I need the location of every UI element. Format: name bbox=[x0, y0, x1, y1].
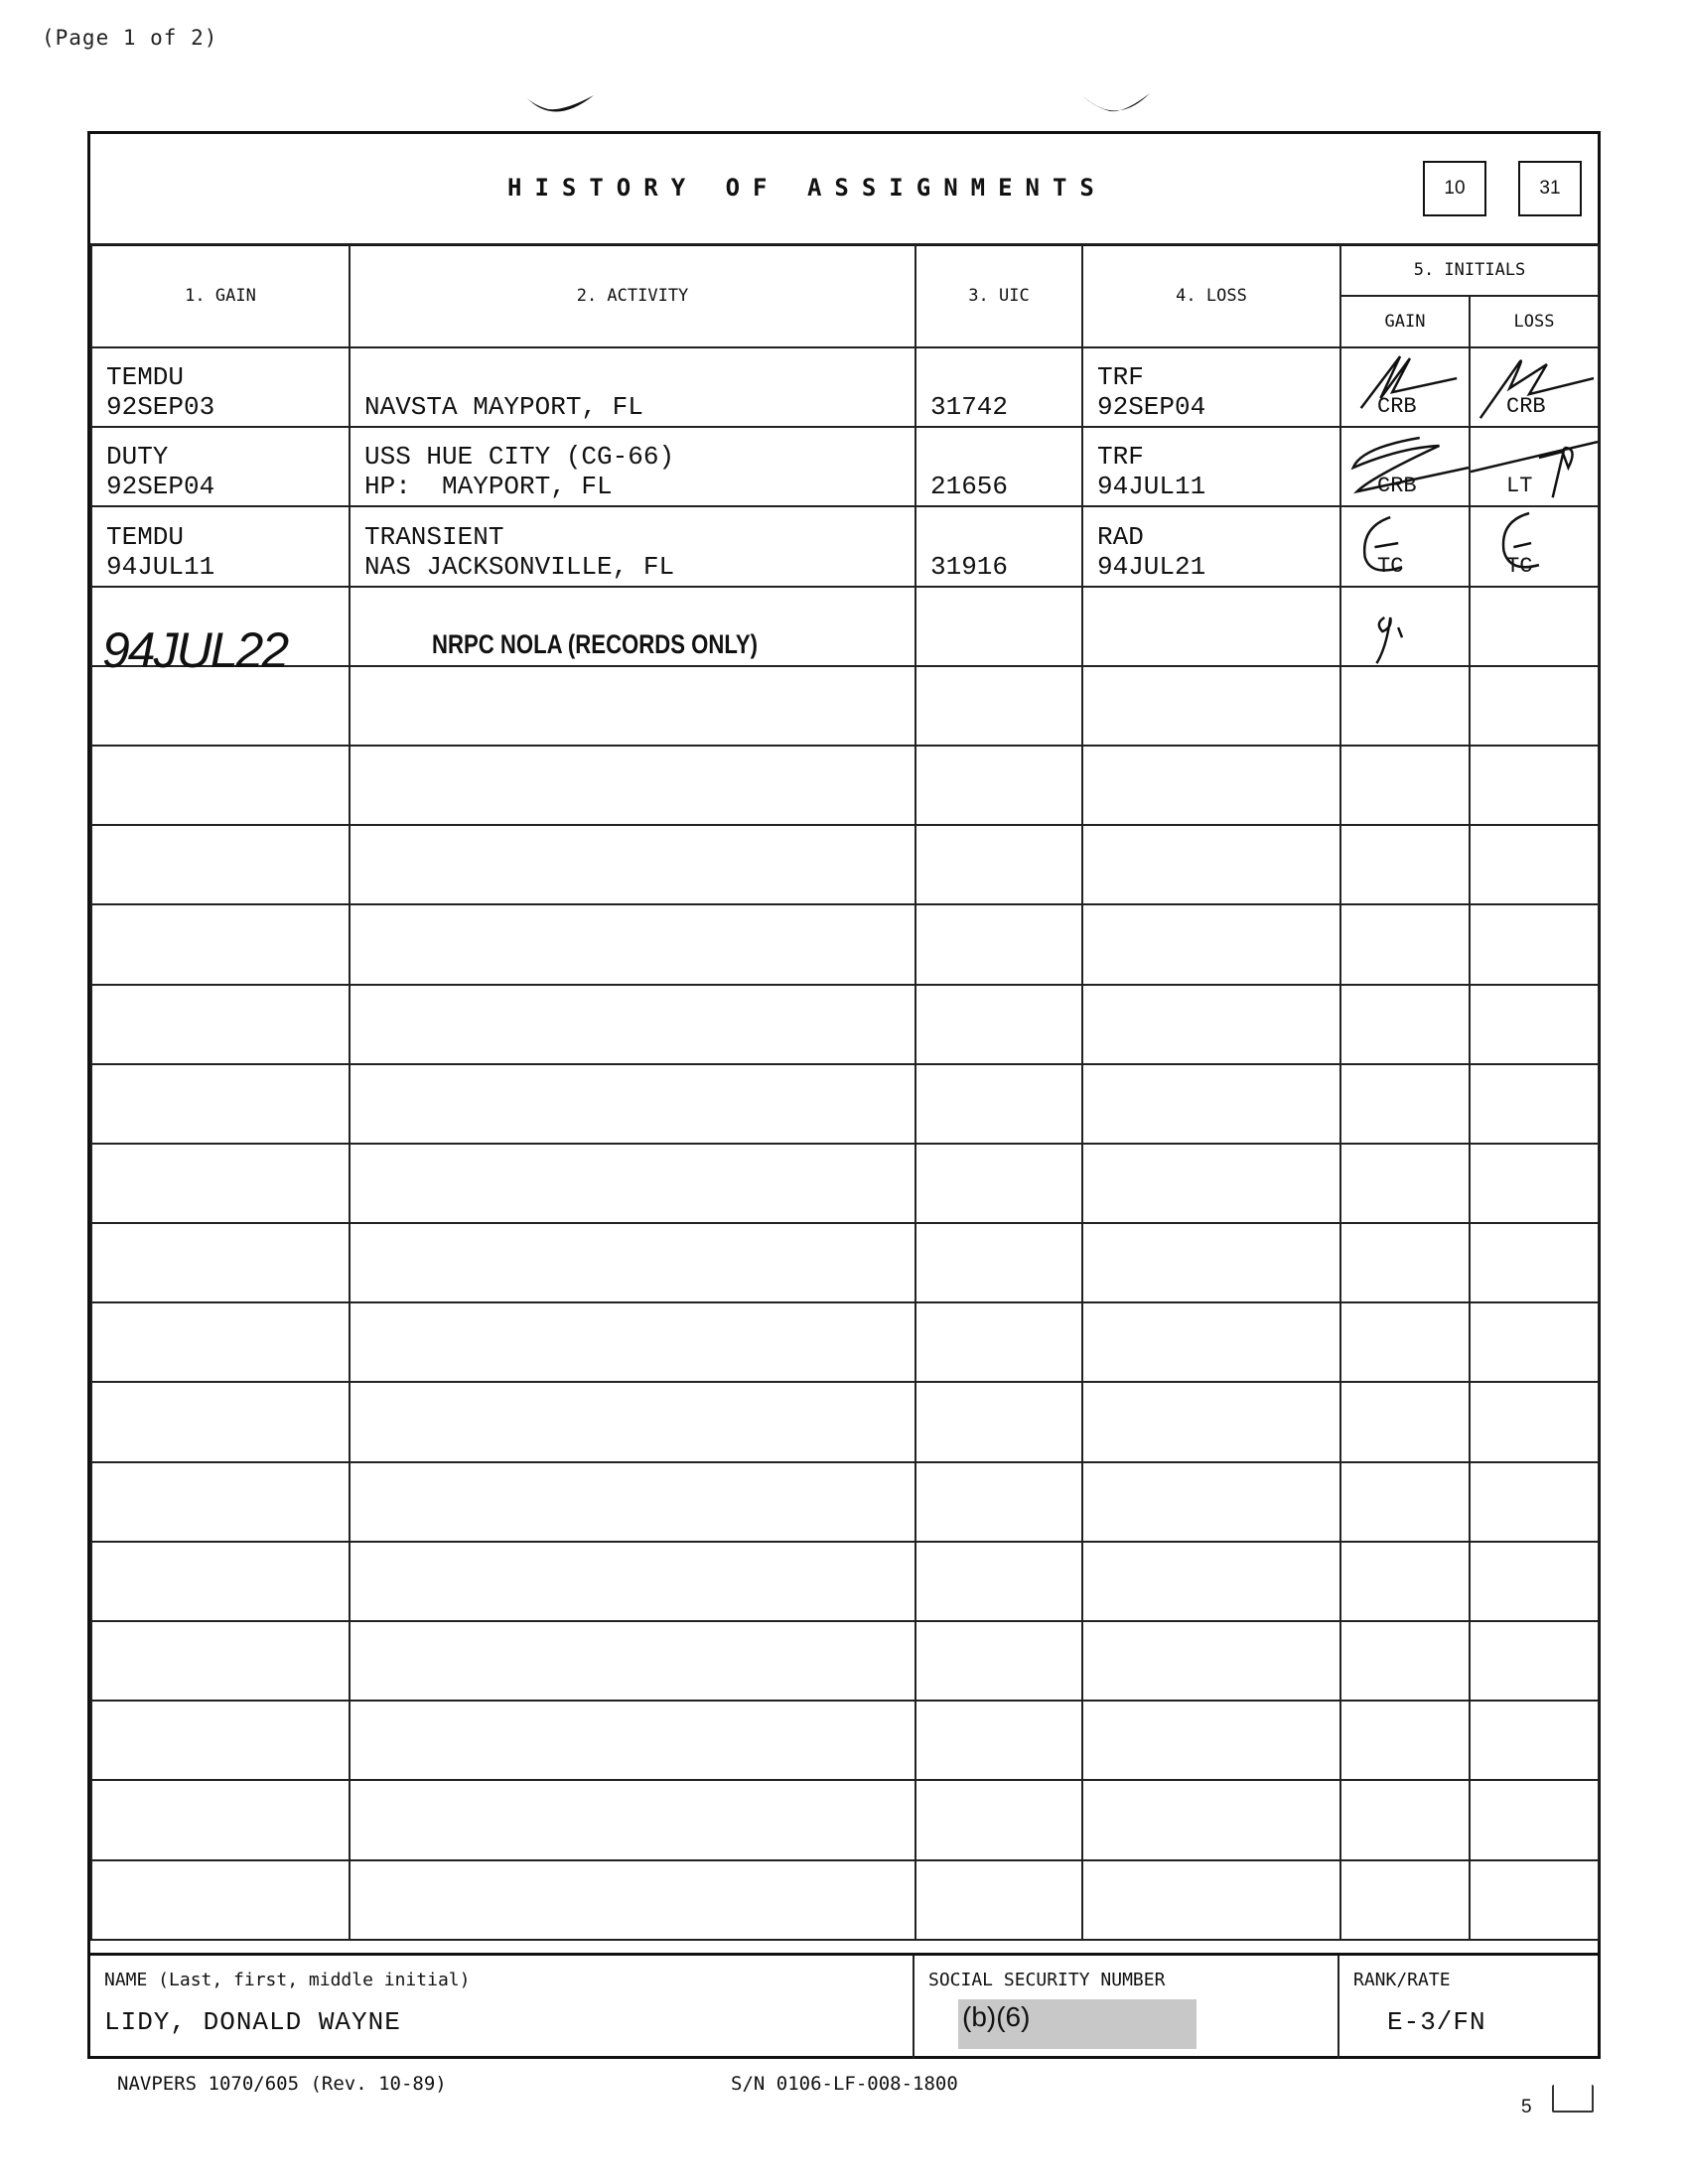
initials-gain-cell: TC bbox=[1377, 553, 1404, 579]
name-label: NAME (Last, first, middle initial) bbox=[104, 1970, 471, 1990]
table-row bbox=[91, 427, 1599, 506]
footer-row bbox=[90, 1953, 1598, 2059]
initials-loss-cell: LT bbox=[1506, 474, 1533, 499]
uic-cell: 31742 bbox=[930, 392, 1009, 423]
table-row bbox=[91, 985, 1599, 1064]
assignment-history-form bbox=[87, 131, 1601, 2059]
page-indicator: (Page 1 of 2) bbox=[42, 26, 218, 50]
table-row bbox=[91, 1382, 1599, 1461]
loss-cell: TRF 92SEP04 bbox=[1097, 362, 1206, 423]
table-row bbox=[91, 1860, 1599, 1940]
table-row bbox=[91, 666, 1599, 746]
table-row bbox=[91, 904, 1599, 984]
name-value: LIDY, DONALD WAYNE bbox=[104, 2007, 401, 2037]
table-row bbox=[91, 1302, 1599, 1382]
ssn-redaction: (b)(6) bbox=[958, 1999, 1196, 2049]
form-title: HISTORY OF ASSIGNMENTS bbox=[507, 174, 1107, 202]
box-right: 31 bbox=[1518, 161, 1582, 216]
uic-cell: 31916 bbox=[930, 551, 1009, 582]
table-row bbox=[91, 746, 1599, 825]
table-row bbox=[91, 1701, 1599, 1780]
initials-loss-cell: TC bbox=[1506, 553, 1533, 579]
table-row bbox=[91, 1223, 1599, 1302]
stock-number: S/N 0106-LF-008-1800 bbox=[731, 2073, 958, 2095]
table-row bbox=[91, 1621, 1599, 1701]
uic-cell: 21656 bbox=[930, 472, 1009, 502]
table-row bbox=[91, 347, 1599, 427]
table-row bbox=[91, 825, 1599, 904]
loss-cell: RAD 94JUL21 bbox=[1097, 521, 1206, 582]
gain-cell-handwritten: 94JUL22 bbox=[102, 621, 288, 678]
box-left: 10 bbox=[1423, 161, 1486, 216]
rank-field bbox=[1339, 1956, 1598, 2059]
page-corner-number: 5 bbox=[1521, 2097, 1532, 2117]
header-uic: 3. UIC bbox=[915, 244, 1082, 347]
gain-cell: TEMDU 92SEP03 bbox=[106, 362, 215, 423]
header-initials-loss: LOSS bbox=[1470, 296, 1599, 347]
activity-cell: NAVSTA MAYPORT, FL bbox=[364, 392, 643, 423]
activity-cell: USS HUE CITY (CG-66) HP: MAYPORT, FL bbox=[364, 442, 675, 502]
loss-cell: TRF 94JUL11 bbox=[1097, 442, 1206, 502]
table-row bbox=[91, 1542, 1599, 1621]
activity-cell: TRANSIENT NAS JACKSONVILLE, FL bbox=[364, 521, 675, 582]
initials-gain-cell: CRB bbox=[1377, 394, 1417, 420]
initial-scribble bbox=[1341, 588, 1469, 665]
rank-value: E-3/FN bbox=[1387, 2007, 1486, 2037]
header-loss: 4. LOSS bbox=[1082, 244, 1340, 347]
gain-cell: DUTY 92SEP04 bbox=[106, 442, 215, 502]
title-row bbox=[90, 134, 1598, 246]
initials-loss-cell: CRB bbox=[1506, 394, 1546, 420]
table-row bbox=[91, 587, 1599, 666]
header-gain: 1. GAIN bbox=[91, 244, 350, 347]
header-activity: 2. ACTIVITY bbox=[350, 244, 915, 347]
table-row bbox=[91, 1064, 1599, 1144]
ssn-label: SOCIAL SECURITY NUMBER bbox=[928, 1970, 1166, 1990]
form-number: NAVPERS 1070/605 (Rev. 10-89) bbox=[117, 2073, 447, 2095]
table-row bbox=[91, 1780, 1599, 1859]
initials-gain-cell: CRB bbox=[1377, 474, 1417, 499]
assignments-table bbox=[90, 243, 1600, 1941]
header-initials: 5. INITIALS bbox=[1340, 244, 1599, 296]
table-row bbox=[91, 506, 1599, 586]
punch-hole-mark-left bbox=[524, 91, 596, 125]
table-row bbox=[91, 1144, 1599, 1223]
page-corner-box bbox=[1552, 2085, 1594, 2113]
activity-stamp: NRPC NOLA (RECORDS ONLY) bbox=[432, 628, 759, 659]
name-field bbox=[90, 1956, 914, 2059]
punch-hole-mark-right bbox=[1080, 91, 1152, 125]
table-row bbox=[91, 1462, 1599, 1542]
header-initials-gain: GAIN bbox=[1340, 296, 1470, 347]
ssn-field bbox=[914, 1956, 1339, 2059]
rank-label: RANK/RATE bbox=[1353, 1970, 1451, 1990]
gain-cell: TEMDU 94JUL11 bbox=[106, 521, 215, 582]
